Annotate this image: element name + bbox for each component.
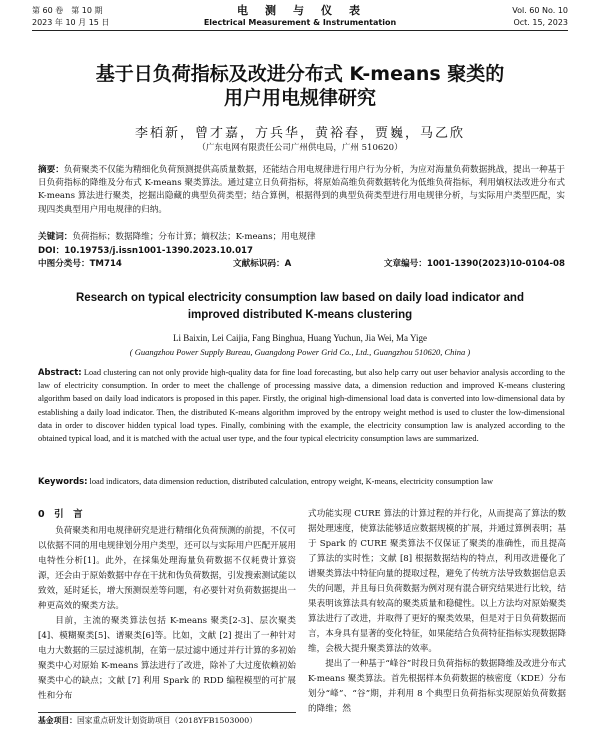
abstract-cn-label: 摘要： (38, 165, 64, 175)
authors-en: Li Baixin, Lei Caijia, Fang Binghua, Huang Yuchun, Jia Wei, Ma Yige (173, 333, 427, 343)
abstract-en-text: Load clustering can not only provide high-quality data for fine load forecasting, but also help carry out user behavior analysis according to the law of electricity consumption. In order to meet the challenge of processing massive data, a dimension reduction and improved K-means clustering algorithm based on daily load indicators is proposed in this paper. Firstly, the original high-dimensional load data is converted into low-dimensional data by establishing a daily load indicator. Then, the distributed K-means algorithm improved by the entropy weight method is used to cluster the low-dimensional data in order to discover hidden typical load types. Finally, combining with the example, the electricity consumption law is analyzed according to the obtained typical load, and it is matched with the actual user type, and the four typical electricity consumption laws are summarized. (38, 368, 566, 444)
abstract-cn-text: 负荷聚类不仅能为精细化负荷预测提供高质量数据，还能结合用电规律进行用户行为分析，为应对海量负荷数据挑战，提出一种基于日负荷指标的降维及分布式 K-means 聚类算法。通过建立日负荷指标，将原始高维负荷数据转化为低维负荷指标，利用熵权法改进分布式 K-means 算法进行聚类，挖掘出隐藏的典型负荷类型；结合算例，根据得到的典型负荷类型进行用电规律分析，与实际用户类型匹配，实现四类典型用户用电规律的归纳。 (38, 165, 565, 215)
authors-cn: 李栢新，曾才嘉，方兵华，黄裕春，贾巍，马乙欣 (134, 126, 465, 141)
affiliation-cn: （广东电网有限责任公司广州供电局，广州 510620） (197, 143, 403, 153)
header-volume-cn: 第 60 卷 第 10 期 (32, 6, 103, 15)
doi-text: DOI：10.19753/j.issn1001-1390.2023.10.017 (38, 246, 254, 256)
clc-number: 中图分类号：TM714 (38, 259, 122, 269)
header-date-en: Oct. 15, 2023 (513, 18, 568, 27)
left-column-paragraph-2: 目前，主流的聚类算法包括 K-means 聚类[2-3]、层次聚类[4]、模糊聚类[5]、谱聚类[6]等。比如，文献 [2] 提出了一种针对电力大数据的三层过滤机制，在第一层过滤中通过并行计算的多初始聚类中心对原始 K-means 算法进行了改进，除补了大过度依赖初始聚类中心的缺点；文献 [7] 利用 Spark 的 RDD 编程模型的可扩展性和分布 (38, 616, 296, 701)
right-column-paragraph-2: 提出了一种基于“峰谷”时段日负荷指标的数据降维及改进分布式 K-means 聚类算法。首先根据样本负荷数据的核密度（KDE）分布划分“峰”、“谷”期，并利用 8 个典型日负荷指标实现原始负荷数据的降维；然 (308, 659, 567, 714)
section-introduction-heading: 0 引 言 (38, 509, 83, 520)
right-column-paragraph-1: 式功能实现 CURE 算法的计算过程的并行化，从而提高了算法的数据处理速度，使算法能够适应数据规模的扩展，并通过算例表明；基于 Spark 的 CURE 聚类算法不仅保证了聚类的准确性，而且提高了算法的实时性；文献 [8] 根据数据结构的特点，利用改进優化了谱聚类算法中特征向量的提取过程，避免了传统方法导致数据信息丢失的问题，并且每日负荷数据为例对现有混合研究结果进行比较，结果表明该算法具有较高的聚类质量和稳健性。以上方法均对原始聚类算法进行了改进，并取得了更好的聚类效果，但是对于日负荷数据而言，本身具有显著的变化特征，如果能结合负荷特征指标实现数据降维，会极大提升聚类算法的效率。 (308, 509, 566, 654)
title-en-line1: Research on typical electricity consumption law based on daily load indicator and (76, 292, 524, 304)
affiliation-en: ( Guangzhou Power Supply Bureau, Guangdong Power Grid Co., Ltd., Guangzhou 510620, China ) (129, 347, 471, 357)
title-en-line2: improved distributed K-means clustering (187, 309, 413, 321)
funding-label: 基金项目： (38, 716, 77, 725)
header-rule (32, 30, 568, 31)
abstract-cn (38, 164, 565, 217)
funding-text: 国家重点研发计划资助项目（2018YFB1503000） (76, 716, 257, 725)
left-column (38, 507, 296, 704)
header-journal-en: Electrical Measurement & Instrumentation (203, 18, 397, 27)
right-column (308, 507, 566, 717)
left-column-paragraph-1: 负荷聚类和用电规律研究是进行精细化负荷预测的前提，不仅可以依据不同的用电规律划分用户类型，还可以与实际用户匹配开展用电特性分析[1]。此外，在採集处理海量负荷数据不仅耗费计算资源，还会由于原始数据中存在干扰和伪负荷数据，引发搜索测试能以致效，延时延长，增大预测误差等问题，有必要针对负荷数据提出一种更高效的聚类方法。 (38, 526, 296, 611)
header-journal-cn: 电 测 与 仪 表 (237, 4, 363, 17)
funding-footnote (38, 712, 296, 726)
abstract-en-label: Abstract: (38, 367, 82, 377)
header-date-cn: 2023 年 10 月 15 日 (32, 18, 110, 27)
header-volume-en: Vol. 60 No. 10 (512, 6, 568, 15)
keywords-en-text: load indicators, data dimension reduction, distributed calculation, entropy weight, K-means, electricity consumption law (89, 477, 494, 486)
keywords-en-label: Keywords: (38, 476, 88, 486)
keywords-cn-label: 关键词： (38, 232, 73, 242)
document-code: 文献标识码：A (233, 259, 292, 269)
keywords-cn-text: 负荷指标；数据降维；分布计算；熵权法；K-means；用电规律 (72, 232, 316, 242)
title-cn-line2: 用户用电规律研究 (223, 87, 376, 109)
keywords-en (38, 475, 565, 488)
keywords-cn (38, 231, 565, 244)
abstract-en (38, 366, 565, 445)
article-number: 文章编号：1001-1390(2023)10-0104-08 (383, 259, 565, 269)
title-cn-line1: 基于日负荷指标及改进分布式 K-means 聚类的 (95, 63, 505, 85)
